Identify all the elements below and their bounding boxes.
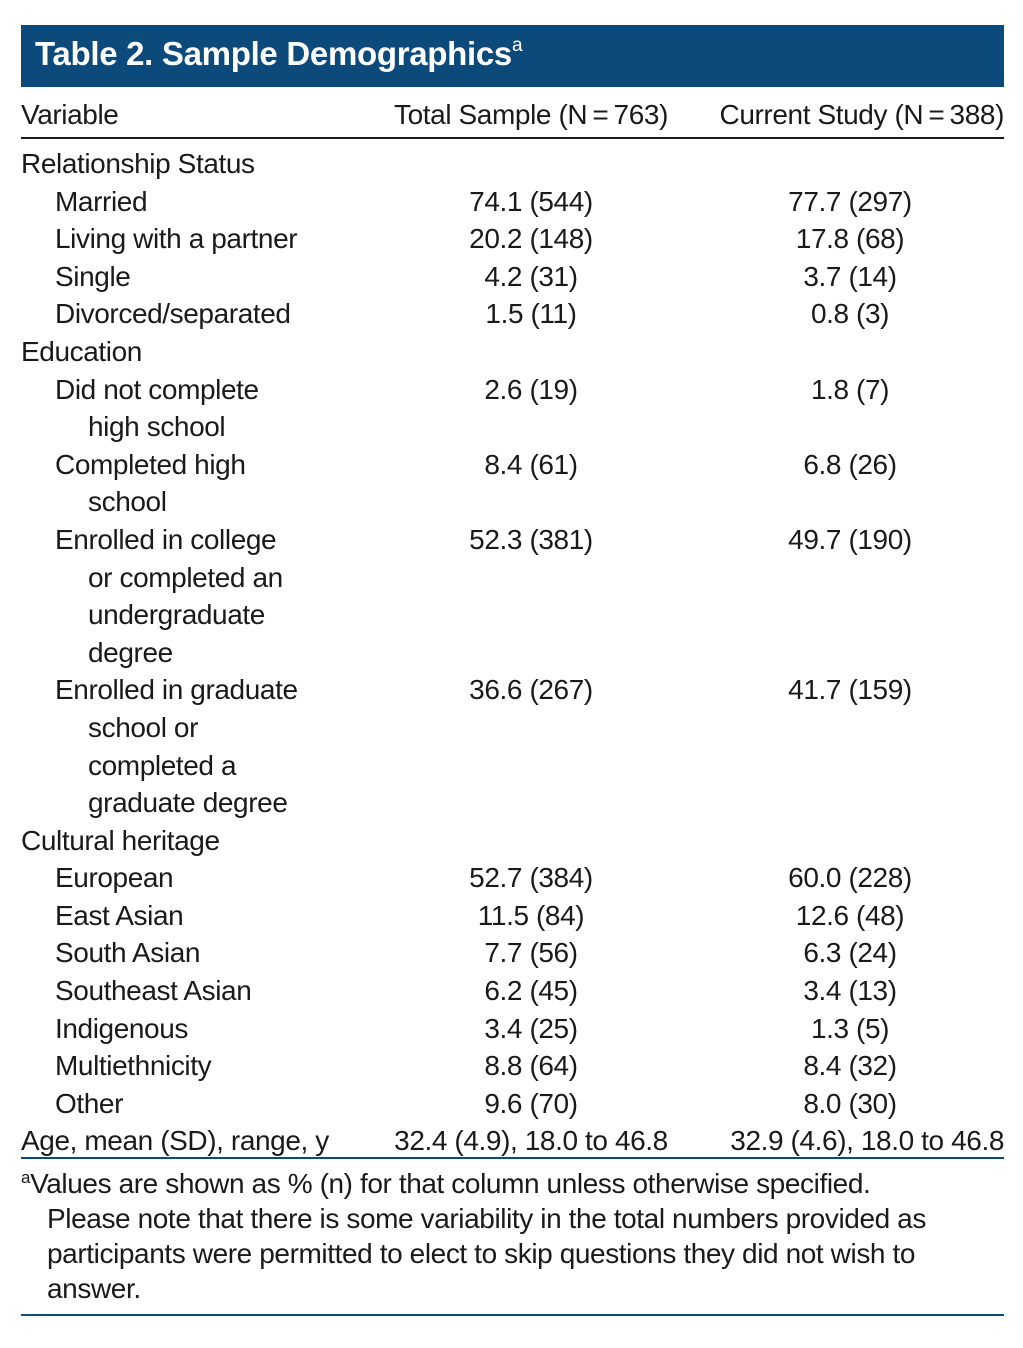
age-current: 32.9 (4.6), 18.0 to 46.8 xyxy=(730,1125,1004,1157)
row-label-line: East Asian xyxy=(55,899,184,931)
table-row xyxy=(21,295,1004,333)
cell-total: 52.7 (384) xyxy=(469,862,593,894)
row-label xyxy=(21,1010,366,1048)
cell-total: 4.2 (31) xyxy=(484,260,578,292)
cell-total: 36.6 (267) xyxy=(469,674,593,706)
cell-current: 1.8 (7) xyxy=(810,373,890,405)
cell-current: 77.7 (297) xyxy=(788,185,912,217)
row-label-line: Completed high xyxy=(55,448,246,480)
footnote-first-line: Values are shown as % (n) for that column unless otherwise specified. xyxy=(30,1168,871,1199)
cell-current: 0.8 (3) xyxy=(810,298,890,330)
table-footnote xyxy=(21,1166,1004,1306)
cell-total: 8.4 (61) xyxy=(484,448,578,480)
row-label-line: Indigenous xyxy=(55,1012,189,1044)
row-label-line: Living with a partner xyxy=(55,223,298,255)
table-row xyxy=(21,521,1004,671)
cell-total: 1.5 (11) xyxy=(485,298,577,330)
row-label-continuation: or completed an xyxy=(88,561,283,593)
age-row xyxy=(21,1122,1004,1160)
row-label xyxy=(21,934,366,972)
cell-current: 17.8 (68) xyxy=(795,223,905,255)
row-label-line: Enrolled in graduate xyxy=(55,674,298,706)
cell-current: 41.7 (159) xyxy=(788,674,912,706)
row-label-line: Single xyxy=(55,260,131,292)
group-row-education xyxy=(21,333,1004,371)
cell-current: 49.7 (190) xyxy=(788,523,912,555)
row-label-line: Married xyxy=(55,185,148,217)
row-label-continuation: school or xyxy=(88,711,199,743)
table-row xyxy=(21,934,1004,972)
cell-current: 12.6 (48) xyxy=(795,899,905,931)
table-row xyxy=(21,183,1004,221)
column-header-total: Total Sample (N = 763) xyxy=(366,97,696,138)
table-row xyxy=(21,220,1004,258)
row-label xyxy=(21,1047,366,1085)
column-header-current: Current Study (N = 388) xyxy=(696,97,1004,138)
row-label-line: Enrolled in college xyxy=(55,523,277,555)
cell-total: 74.1 (544) xyxy=(469,185,593,217)
table-row xyxy=(21,859,1004,897)
cell-total: 3.4 (25) xyxy=(484,1012,578,1044)
row-label-line: Did not complete xyxy=(55,373,259,405)
cell-total: 8.8 (64) xyxy=(484,1050,578,1082)
cell-current: 3.7 (14) xyxy=(803,260,897,292)
cell-total: 11.5 (84) xyxy=(477,899,585,931)
table-row xyxy=(21,258,1004,296)
group-row-relationship xyxy=(21,138,1004,183)
row-label-continuation: undergraduate xyxy=(88,599,265,631)
row-label-continuation: graduate degree xyxy=(88,787,288,819)
row-label-continuation: degree xyxy=(88,636,173,668)
group-row-heritage xyxy=(21,822,1004,860)
demographics-table xyxy=(21,97,1004,1160)
cell-current: 8.4 (32) xyxy=(803,1050,897,1082)
table-bottom-rule xyxy=(21,1157,1004,1159)
table-row xyxy=(21,897,1004,935)
cell-current: 8.0 (30) xyxy=(803,1087,897,1119)
cell-current: 6.3 (24) xyxy=(803,937,897,969)
table-row xyxy=(21,1047,1004,1085)
cell-current: 3.4 (13) xyxy=(803,975,897,1007)
footnote-bottom-rule xyxy=(21,1314,1004,1316)
table-row xyxy=(21,371,1004,446)
cell-current: 1.3 (5) xyxy=(810,1012,890,1044)
row-label-line: Multiethnicity xyxy=(55,1050,212,1082)
row-label xyxy=(21,371,366,446)
row-label xyxy=(21,859,366,897)
table-row xyxy=(21,972,1004,1010)
cell-total: 7.7 (56) xyxy=(484,937,578,969)
cell-total: 6.2 (45) xyxy=(484,975,578,1007)
footnote-mark: a xyxy=(21,1168,31,1187)
row-label-continuation: high school xyxy=(88,411,226,443)
table-row xyxy=(21,446,1004,521)
row-label xyxy=(21,1085,366,1123)
table-title: Table 2. Sample Demographics xyxy=(35,35,512,72)
row-label-line: Other xyxy=(55,1087,124,1119)
title-footnote-mark: a xyxy=(511,35,523,56)
row-label xyxy=(21,671,366,821)
table-row xyxy=(21,1085,1004,1123)
cell-total: 9.6 (70) xyxy=(484,1087,578,1119)
header-row xyxy=(21,97,1004,138)
row-label-continuation: school xyxy=(88,486,167,518)
row-label-line: South Asian xyxy=(55,937,201,969)
column-header-variable: Variable xyxy=(21,97,366,138)
table-title-bar xyxy=(21,25,1004,87)
table-row xyxy=(21,1010,1004,1048)
row-label xyxy=(21,972,366,1010)
row-label xyxy=(21,183,366,221)
table-body xyxy=(21,138,1004,1160)
row-label-line: European xyxy=(55,862,174,894)
cell-current: 60.0 (228) xyxy=(788,862,912,894)
row-label xyxy=(21,446,366,521)
age-label: Age, mean (SD), range, y xyxy=(21,1125,329,1157)
group-label: Cultural heritage xyxy=(21,824,220,856)
row-label xyxy=(21,295,366,333)
footnote-rest: Please note that there is some variability in the total numbers provided as participants were permitted to elect to skip questions they did not wish to answer. xyxy=(47,1203,926,1304)
row-label xyxy=(21,258,366,296)
cell-total: 2.6 (19) xyxy=(484,373,578,405)
cell-total: 20.2 (148) xyxy=(469,223,593,255)
row-label xyxy=(21,521,366,671)
cell-total: 52.3 (381) xyxy=(469,523,593,555)
table-row xyxy=(21,671,1004,821)
group-label: Relationship Status xyxy=(21,148,255,179)
row-label xyxy=(21,897,366,935)
group-label: Education xyxy=(21,335,142,367)
row-label-continuation: completed a xyxy=(88,749,237,781)
age-total: 32.4 (4.9), 18.0 to 46.8 xyxy=(394,1125,668,1157)
cell-current: 6.8 (26) xyxy=(803,448,897,480)
row-label-line: Divorced/separated xyxy=(55,298,291,330)
row-label xyxy=(21,220,366,258)
row-label-line: Southeast Asian xyxy=(55,975,252,1007)
